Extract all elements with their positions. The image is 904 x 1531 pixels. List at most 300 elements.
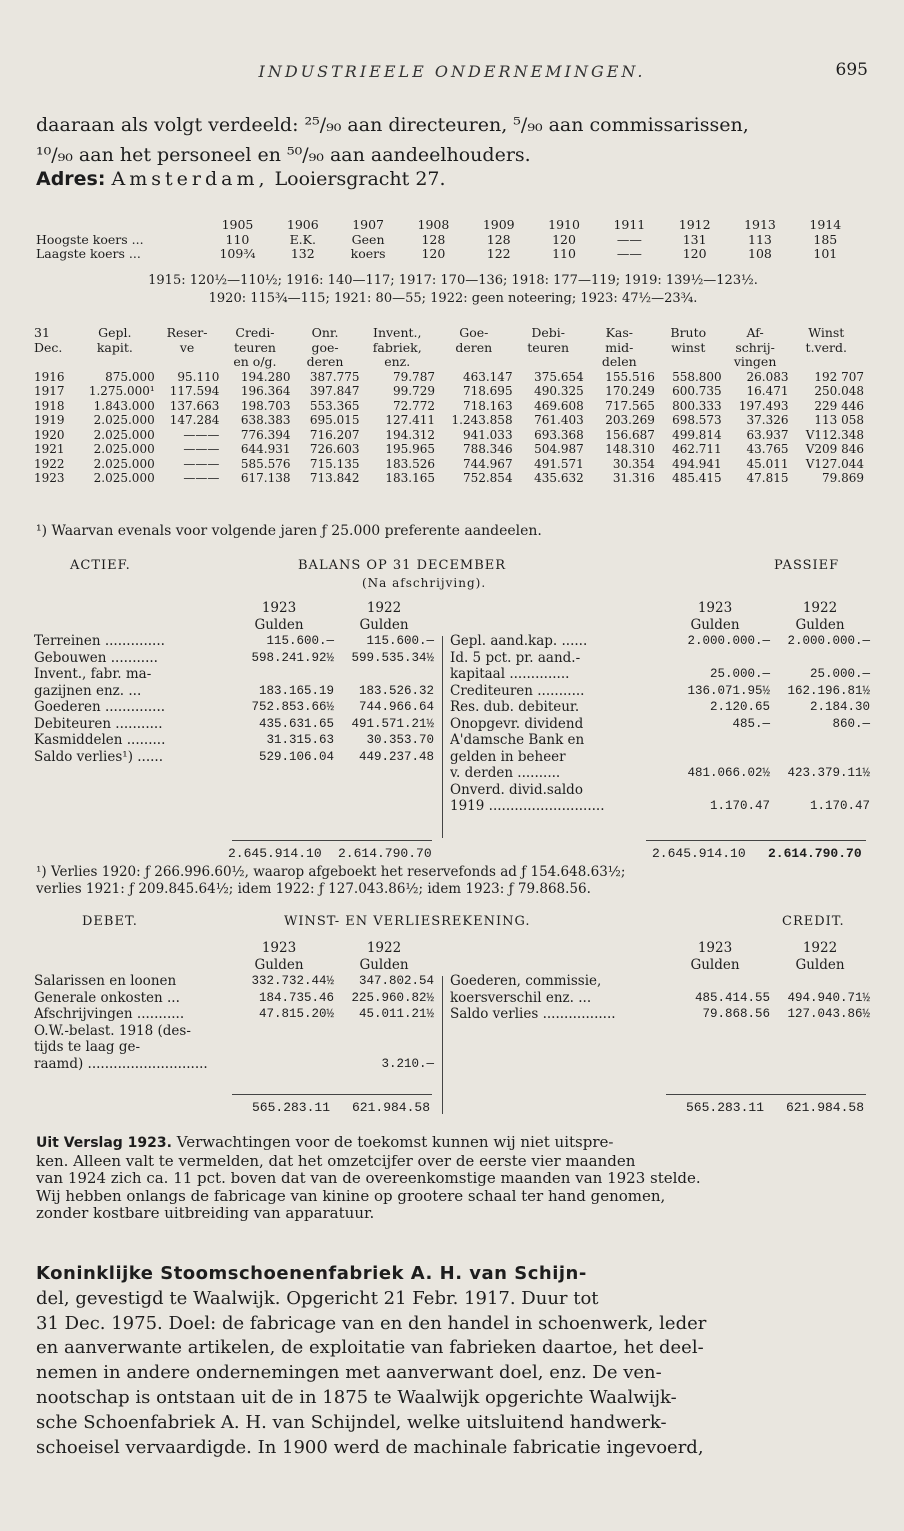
results-footnote: ¹) Waarvan evenals voor volgende jaren ƒ 25.000 preferente aandeelen. <box>36 523 542 539</box>
results-cell: 490.325 <box>534 384 584 398</box>
balans-passief-value-b: 162.196.81½ <box>787 683 870 698</box>
winst-debet-value-a <box>224 1023 334 1040</box>
balans-passief-label: Res. dub. debiteur. <box>450 699 580 715</box>
balans-divider <box>442 636 443 838</box>
verslag-line-2: ken. Alleen valt te vermelden, dat het omzetcijfer over de eerste vier maanden <box>36 1151 636 1170</box>
balans-actief-blank <box>34 600 224 617</box>
results-cell: 397.847 <box>309 384 360 398</box>
balans-passief-unit-a: Gulden <box>690 616 740 633</box>
results-cell: 1921 <box>34 442 65 456</box>
company-line-3: en aanverwante artikelen, de exploitatie van fabrieken daartoe, het deel- <box>36 1337 704 1359</box>
balans-passief-title: PASSIEF <box>774 558 840 573</box>
balans-passief-label: gelden in beheer <box>450 748 566 765</box>
results-header-cell: Kas- <box>605 325 633 340</box>
verslag-line-3: van 1924 zich ca. 11 pct. boven dat van de overeenkomstige maanden van 1923 stelde. <box>36 1169 701 1187</box>
results-cell: 203.269 <box>605 413 655 427</box>
company-line-1: del, gevestigd te Waalwijk. Opgericht 21 Febr. 1917. Duur tot <box>36 1287 599 1309</box>
balans-actief-value-b: 449.237.48 <box>358 749 434 764</box>
results-cell: 752.854 <box>462 471 513 485</box>
results-header-cell: Dec. <box>34 339 63 355</box>
results-cell: 2.025.000 <box>93 427 155 442</box>
results-cell: 1918 <box>34 398 65 413</box>
winst-debet-value-b: 45.011.21½ <box>358 1007 434 1021</box>
balans-actief-value-b: 744.966.64 <box>358 700 434 714</box>
results-header-cell: fabriek, <box>372 339 422 355</box>
results-cell: 194.312 <box>385 427 435 442</box>
balans-actief-value-a: 31.315.63 <box>266 733 334 747</box>
balans-actief-row <box>34 749 434 766</box>
winst-credit-year-a: 1923 <box>697 940 733 956</box>
balans-passief-unit-b: Gulden <box>795 616 845 633</box>
results-header-cell: enz. <box>384 354 411 369</box>
balans-actief-value-b: 599.535.34½ <box>351 650 434 665</box>
results-header-cell: delen <box>601 354 637 369</box>
results-header-cell: deren <box>455 339 493 355</box>
balans-actief-unit-a: Gulden <box>254 616 304 633</box>
balans-passief-value-a: 2.120.65 <box>709 700 770 714</box>
balans-subtitle: (Na afschrijving). <box>362 576 487 590</box>
balans-passief-value-a: 1.170.47 <box>709 799 770 813</box>
koers-hoogste-row-cell: 128 <box>421 231 446 247</box>
results-cell: 435.632 <box>534 471 584 485</box>
results-cell: 875.000 <box>105 369 155 384</box>
balans-passief-blank <box>450 600 660 617</box>
balans-total-actief-1922: 2.614.790.70 <box>338 846 432 861</box>
results-header-row <box>34 341 864 356</box>
balans-passief-label: Crediteuren ........... <box>450 682 585 699</box>
results-cell: 63.937 <box>746 427 789 442</box>
koers-laagste-row-label: Laagste koers ... <box>36 246 141 261</box>
winst-credit-blank <box>450 940 660 957</box>
results-cell: 713.842 <box>309 471 360 485</box>
results-cell: 788.346 <box>462 442 513 456</box>
results-row <box>34 442 864 457</box>
results-header-cell: winst <box>671 339 706 355</box>
verslag-line-4: Wij hebben onlangs de fabricage van kinine op grootere schaal ter hand genomen, <box>36 1186 666 1205</box>
results-header-cell: Credi- <box>235 325 275 340</box>
koers-laagste-row-cell: 109¾ <box>219 246 256 261</box>
koers-hoogste-row-cell: 110 <box>225 231 250 247</box>
balans-actief-year-b: 1922 <box>366 600 402 616</box>
results-cell: 127.411 <box>385 413 435 427</box>
results-table <box>34 326 864 486</box>
results-cell: 30.354 <box>612 456 655 471</box>
results-header-cell: Goe- <box>459 325 489 340</box>
results-cell: 494.941 <box>672 456 722 471</box>
results-cell: 715.135 <box>309 456 360 471</box>
results-cell: 558.800 <box>672 369 722 384</box>
balans-passief-year-b: 1922 <box>802 600 838 616</box>
winst-divider <box>442 976 443 1114</box>
results-cell: 776.394 <box>240 427 291 442</box>
winst-debet-value-b: 3.210.— <box>381 1056 434 1071</box>
winst-debet-row <box>34 1056 434 1073</box>
balans-actief-value-a <box>224 666 334 683</box>
results-cell: 195.965 <box>385 442 435 456</box>
results-cell: 726.603 <box>309 442 360 456</box>
winst-credit-unit-b: Gulden <box>795 956 845 973</box>
results-cell: 26.083 <box>746 369 789 384</box>
results-cell: 1920 <box>34 427 65 442</box>
results-cell: 387.775 <box>309 369 360 384</box>
balans-actief-value-a: 529.106.04 <box>258 749 334 764</box>
balans-actief-row <box>34 732 434 749</box>
results-cell: 644.931 <box>240 442 291 456</box>
results-header-cell: mid- <box>605 339 634 355</box>
balans-passief-blank <box>450 617 660 634</box>
results-cell: V112.348 <box>805 427 864 442</box>
balans-passief-label: Onopgevr. dividend <box>450 715 584 732</box>
company-entry <box>36 1262 870 1460</box>
winst-total-debet-1923: 565.283.11 <box>252 1100 331 1115</box>
koers-laagste-row-cell: 120 <box>421 246 446 261</box>
results-cell: 638.383 <box>240 413 291 427</box>
results-header-cell: Bruto <box>670 325 707 340</box>
results-cell: 553.365 <box>309 398 360 413</box>
winst-credit-value-a <box>660 973 770 990</box>
results-cell: 79.869 <box>822 471 864 485</box>
balans-actief-label: gazijnen enz. ... <box>34 682 142 699</box>
koers-hoogste-row-cell: E.K. <box>289 231 316 247</box>
balans-passief-row <box>450 699 870 716</box>
winst-debet-label: tijds te laag ge- <box>34 1039 141 1055</box>
results-cell: 1923 <box>34 471 65 485</box>
koers-hoogste-row-cell: 113 <box>748 231 772 247</box>
koers-laagste-row-cell: 122 <box>486 246 511 261</box>
results-cell: 698.573 <box>672 413 722 427</box>
results-header-row <box>34 355 864 370</box>
results-header-cell: teuren <box>527 339 570 355</box>
results-header-cell: deren <box>306 354 344 369</box>
balans-actief-blank <box>34 617 224 634</box>
results-cell: 463.147 <box>462 369 513 384</box>
balans-passief-value-a: 481.066.02½ <box>687 766 770 780</box>
winst-credit-unit-row <box>450 957 870 974</box>
winst-debet-row <box>34 990 434 1007</box>
winst-credit-label: Goederen, commissie, <box>450 973 602 989</box>
balans-actief-row <box>34 683 434 700</box>
winst-debet-table <box>34 940 434 1072</box>
running-title: INDUSTRIEELE ONDERNEMINGEN. <box>258 62 646 81</box>
balans-actief-value-a: 752.853.66½ <box>251 700 334 714</box>
company-line-5: nootschap is ontstaan uit de in 1875 te Waalwijk opgerichte Waalwijk- <box>36 1386 677 1408</box>
results-cell: 155.516 <box>605 369 655 384</box>
results-cell: 2.025.000 <box>93 413 155 427</box>
results-cell: 137.663 <box>169 398 220 413</box>
winst-credit-label: Saldo verlies ................. <box>450 1006 616 1022</box>
results-cell: 718.163 <box>462 398 513 413</box>
winst-debet-value-a <box>224 1039 334 1056</box>
balans-passief-row <box>450 798 870 815</box>
results-cell: 197.493 <box>738 398 789 413</box>
balans-passief-row <box>450 765 870 782</box>
balans-total-passief-1922: 2.614.790.70 <box>768 846 862 861</box>
company-line-7: schoeisel vervaardigde. In 1900 werd de machinale fabricatie ingevoerd, <box>36 1436 704 1458</box>
winst-debet-value-b: 225.960.82½ <box>351 990 434 1005</box>
results-cell: 617.138 <box>240 471 291 485</box>
koers-year-row-label <box>36 218 205 233</box>
winst-debet-unit-b: Gulden <box>359 956 409 973</box>
koers-year-row <box>36 218 858 233</box>
koers-line-1: 1915: 120½—110½; 1916: 140—117; 1917: 170—136; 1918: 177—119; 1919: 139½—123½. <box>148 273 758 288</box>
results-cell: 941.033 <box>462 427 513 442</box>
results-cell: 170.249 <box>605 384 655 398</box>
winst-credit-row <box>450 990 870 1007</box>
winst-debet-blank <box>34 957 224 974</box>
balans-passief-label: kapitaal .............. <box>450 666 570 682</box>
results-cell: 504.987 <box>534 442 584 456</box>
balans-passief-row <box>450 650 870 667</box>
verslag-line-5: zonder kostbare uitbreiding van apparatuur. <box>36 1204 375 1222</box>
results-cell: 31.316 <box>612 471 655 485</box>
balans-total-passief-1923: 2.645.914.10 <box>652 846 746 861</box>
results-cell: 16.471 <box>746 384 789 398</box>
balans-actief-table <box>34 600 434 765</box>
results-row <box>34 384 864 399</box>
koers-hoogste-row-cell: 185 <box>813 231 838 247</box>
results-header-cell <box>34 355 75 370</box>
results-cell: 196.364 <box>240 384 291 398</box>
results-cell: 99.729 <box>392 384 435 398</box>
winst-debet-unit-row <box>34 957 434 974</box>
address-line <box>36 168 870 190</box>
results-cell: 1922 <box>34 456 65 471</box>
results-header-cell: kapit. <box>96 339 133 355</box>
results-header-cell: vingen <box>733 354 777 369</box>
results-header-cell: Reser- <box>166 325 208 340</box>
koers-hoogste-row-cell: 128 <box>486 231 511 247</box>
results-cell: 600.735 <box>672 384 722 398</box>
results-header-cell: Winst <box>808 325 845 340</box>
balans-actief-label: Gebouwen ........... <box>34 649 158 666</box>
winst-credit-value-b: 494.940.71½ <box>787 990 870 1005</box>
company-line-6: sche Schoenfabriek A. H. van Schijndel, welke uitsluitend handwerk- <box>36 1411 667 1433</box>
winst-debet-value-a: 184.735.46 <box>258 990 334 1005</box>
balans-passief-row <box>450 782 870 799</box>
results-header-cell: Onr. <box>311 325 339 340</box>
results-header-cell: teuren <box>234 339 276 355</box>
verslag-line-1: Verwachtingen voor de toekomst kunnen wij niet uitspre- <box>176 1133 614 1151</box>
winst-debet-row <box>34 973 434 990</box>
company-line-2: 31 Dec. 1975. Doel: de fabricage van en den handel in schoenwerk, leder <box>36 1312 707 1334</box>
balans-passief-value-b: 2.184.30 <box>809 700 870 714</box>
koers-laagste-row-cell: 132 <box>290 246 315 261</box>
winst-debet-rule <box>232 1094 432 1095</box>
balans-passief-label: v. derden .......... <box>450 765 561 781</box>
balans-passief-row <box>450 749 870 766</box>
balans-passief-value-a: 136.071.95½ <box>687 683 770 698</box>
koers-hoogste-row-cell: Geen <box>351 231 385 247</box>
balans-actief-value-a: 598.241.92½ <box>251 650 334 665</box>
balans-actief-value-b: 115.600.— <box>366 634 434 648</box>
balans-passief-value-b <box>770 749 870 766</box>
koers-hoogste-row <box>36 233 858 248</box>
winst-credit-unit-a: Gulden <box>690 956 740 973</box>
koers-laagste-row-cell: koers <box>350 246 386 261</box>
balans-actief-row <box>34 633 434 650</box>
company-name: Koninklijke Stoomschoenenfabriek A. H. van Schijn- <box>36 1263 587 1284</box>
balans-actief-unit-b: Gulden <box>359 616 409 633</box>
balans-passief-value-a <box>660 732 770 749</box>
balans-actief-label: Kasmiddelen ......... <box>34 732 166 748</box>
balans-passief-value-b: 2.000.000.— <box>787 634 870 648</box>
results-cell: 148.310 <box>605 442 655 456</box>
winst-debet-value-a <box>224 1056 334 1073</box>
results-cell: 198.703 <box>240 398 291 413</box>
results-header-cell: Af- <box>746 325 764 340</box>
balans-title: BALANS OP 31 DECEMBER <box>298 558 507 573</box>
balans-passief-year-a: 1923 <box>697 600 733 616</box>
balans-actief-year-a: 1923 <box>261 600 297 616</box>
balans-footnote-2: verlies 1921: ƒ 209.845.64½; idem 1922: ƒ 127.043.86½; idem 1923: ƒ 79.868.56. <box>36 881 591 897</box>
balans-passief-label: A'damsche Bank en <box>450 732 585 748</box>
winst-debet-year-a: 1923 <box>261 940 297 956</box>
winst-debet-label: Generale onkosten ... <box>34 989 180 1006</box>
results-cell: 113 058 <box>814 413 864 427</box>
results-cell: 183.165 <box>385 471 435 485</box>
winst-debet-row <box>34 1006 434 1023</box>
winst-credit-table <box>450 940 870 1023</box>
balans-passief-row <box>450 716 870 733</box>
balans-passief-label: Id. 5 pct. pr. aand.- <box>450 649 581 666</box>
results-cell: 43.765 <box>746 442 789 456</box>
results-header-cell: t.verd. <box>805 339 847 355</box>
koers-year-row-cell: 1913 <box>744 217 776 232</box>
results-cell: 485.415 <box>672 471 722 485</box>
winst-debet-label: Salarissen en loonen <box>34 973 177 989</box>
results-row <box>34 457 864 472</box>
winst-total-debet-1922: 621.984.58 <box>352 1100 431 1115</box>
results-header-cell <box>75 355 155 370</box>
balans-passief-value-b: 423.379.11½ <box>787 766 870 780</box>
winst-debet-title: DEBET. <box>82 914 138 929</box>
results-cell: 2.025.000 <box>93 456 155 471</box>
winst-total-credit-1922: 621.984.58 <box>786 1100 865 1115</box>
results-row <box>34 428 864 443</box>
results-cell: V209 846 <box>805 442 864 456</box>
koers-hoogste-row-cell: —— <box>616 231 642 247</box>
results-cell: 95.110 <box>177 369 220 384</box>
winst-credit-year-b: 1922 <box>802 940 838 956</box>
results-header-cell <box>655 355 722 370</box>
results-cell: 585.576 <box>240 456 291 471</box>
balans-passief-value-a <box>660 650 770 667</box>
winst-debet-label: Afschrijvingen ........... <box>34 1006 185 1022</box>
winst-debet-value-b <box>334 1039 434 1056</box>
address-city: Amsterdam, <box>111 168 269 190</box>
winst-total-credit-1923: 565.283.11 <box>686 1100 765 1115</box>
koers-laagste-row-cell: 101 <box>813 246 838 261</box>
results-cell: 117.594 <box>169 384 220 398</box>
balans-actief-rule <box>232 840 432 841</box>
results-header-cell <box>513 355 584 370</box>
balans-passief-label: Onverd. divid.saldo <box>450 781 583 798</box>
koers-year-row-cell: 1907 <box>352 217 384 232</box>
winst-debet-value-a: 332.732.44½ <box>251 974 334 988</box>
results-cell: 695.015 <box>309 413 360 427</box>
winst-credit-rule <box>666 1094 866 1095</box>
koers-laagste-row-cell: 108 <box>748 246 772 261</box>
results-cell: 47.815 <box>746 471 789 485</box>
results-cell: 717.565 <box>605 398 655 413</box>
results-cell: 147.284 <box>169 413 220 427</box>
balans-passief-label: 1919 ........................... <box>450 798 605 814</box>
winst-credit-row <box>450 1006 870 1023</box>
koers-laagste-row-cell: —— <box>616 246 642 261</box>
balans-passief-value-a <box>660 749 770 766</box>
balans-passief-value-b <box>770 782 870 799</box>
results-cell: ——— <box>183 471 220 485</box>
results-header-cell: goe- <box>311 339 339 355</box>
results-cell: 2.025.000 <box>93 442 155 456</box>
results-header-cell: Invent., <box>373 325 422 340</box>
balans-footnote-1: ¹) Verlies 1920: ƒ 266.996.60½, waarop afgeboekt het reservefonds ad ƒ 154.648.63½; <box>36 864 626 880</box>
results-cell: 79.787 <box>392 369 435 384</box>
results-cell: ——— <box>183 427 220 442</box>
balans-actief-row <box>34 650 434 667</box>
balans-actief-title: ACTIEF. <box>70 558 131 573</box>
balans-actief-row <box>34 716 434 733</box>
results-cell: 462.711 <box>672 442 722 456</box>
results-header-cell: Gepl. <box>98 325 132 340</box>
results-cell: 37.326 <box>746 413 789 427</box>
results-cell: 45.011 <box>746 456 789 471</box>
koers-laagste-row-cell: 120 <box>682 246 707 261</box>
koers-year-row-cell: 1912 <box>678 217 711 232</box>
balans-passief-value-b <box>770 732 870 749</box>
koers-line-2: 1920: 115¾—115; 1921: 80—55; 1922: geen noteering; 1923: 47½—23¾. <box>208 291 698 306</box>
results-cell: 718.695 <box>462 384 513 398</box>
balans-passief-row <box>450 683 870 700</box>
winst-debet-year-b: 1922 <box>366 940 402 956</box>
results-cell: 693.368 <box>534 427 584 442</box>
results-cell: 183.526 <box>385 456 435 471</box>
balans-passief-value-a: 485.— <box>732 716 770 731</box>
results-row <box>34 471 864 486</box>
results-cell: 716.207 <box>309 427 360 442</box>
balans-actief-label: Terreinen .............. <box>34 633 165 649</box>
balans-actief-unit-row <box>34 617 434 634</box>
balans-passief-value-b <box>770 650 870 667</box>
balans-actief-value-b <box>334 666 434 683</box>
results-cell: 72.772 <box>392 398 435 413</box>
koers-year-row-cell: 1914 <box>809 217 842 232</box>
winst-debet-label: O.W.-belast. 1918 (des- <box>34 1022 191 1039</box>
results-cell: 1.275.000¹ <box>88 384 155 398</box>
winst-debet-value-b <box>334 1023 434 1040</box>
koers-table <box>36 218 858 262</box>
koers-hoogste-row-cell: 131 <box>682 231 707 247</box>
koers-hoogste-row-label: Hoogste koers ... <box>36 231 144 247</box>
address-street: Looiersgracht 27. <box>274 168 446 190</box>
balans-passief-value-a: 2.000.000.— <box>687 634 770 648</box>
winst-credit-value-b <box>770 973 870 990</box>
results-cell: ——— <box>183 456 220 471</box>
koers-year-row-cell: 1908 <box>417 217 450 232</box>
winst-debet-value-a: 47.815.20½ <box>258 1007 334 1021</box>
results-header-cell: ve <box>179 339 195 355</box>
winst-debet-year-row <box>34 940 434 957</box>
balans-actief-value-b: 30.353.70 <box>366 733 434 747</box>
winst-credit-value-a: 79.868.56 <box>702 1007 770 1021</box>
results-cell: 2.025.000 <box>93 471 155 485</box>
results-cell: 744.967 <box>462 456 513 471</box>
balans-total-actief-1923: 2.645.914.10 <box>228 846 322 861</box>
winst-debet-blank <box>34 940 224 957</box>
balans-actief-value-a: 183.165.19 <box>258 683 334 698</box>
results-cell: V127.044 <box>805 456 864 471</box>
results-header-cell <box>155 355 220 370</box>
